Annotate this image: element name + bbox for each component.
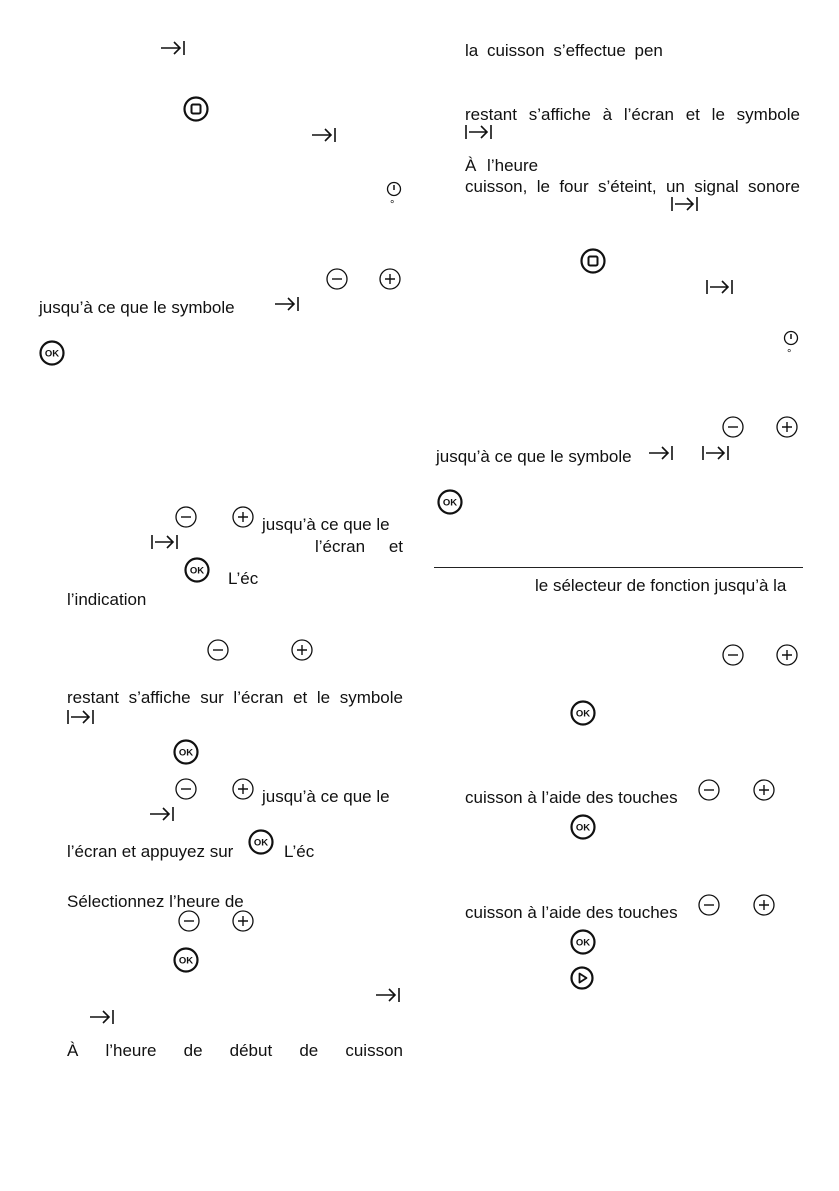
ok-button-icon <box>248 829 274 855</box>
end-time-bar-arrow-icon <box>671 196 699 212</box>
minus-button-icon <box>326 268 348 290</box>
end-time-arrow-icon <box>149 806 175 822</box>
right-line-5: jusqu’à ce que le symbole <box>436 447 632 466</box>
play-button-icon <box>570 966 594 990</box>
left-line-6: restant s’affiche sur l’écran et le symbole <box>67 688 403 707</box>
plus-button-icon <box>776 416 798 438</box>
right-line-2: restant s’affiche à l’écran et le symbole <box>465 105 800 124</box>
end-time-bar-arrow-icon <box>151 534 179 550</box>
plus-button-icon <box>232 506 254 528</box>
ok-button-icon <box>570 814 596 840</box>
left-line-2: jusqu’à ce que le <box>262 515 390 534</box>
end-time-arrow-icon <box>89 1009 115 1025</box>
end-time-arrow-icon <box>160 40 186 56</box>
svg-text:OK: OK <box>575 937 591 949</box>
minus-button-icon <box>178 910 200 932</box>
right-line-4: cuisson, le four s’éteint, un signal sonore <box>465 177 800 196</box>
ok-button-icon <box>437 489 463 515</box>
power-icon <box>386 181 402 197</box>
left-line-4: L’éc <box>228 569 259 588</box>
end-time-arrow-icon <box>311 127 337 143</box>
svg-text:OK: OK <box>253 837 269 849</box>
stop-button-icon <box>580 248 606 274</box>
left-line-1: jusqu’à ce que le symbole <box>39 298 235 317</box>
left-line-9: L’éc <box>284 842 315 861</box>
left-line-10: Sélectionnez l’heure de <box>67 892 244 911</box>
minus-button-icon <box>175 506 197 528</box>
plus-button-icon <box>291 639 313 661</box>
minus-button-icon <box>698 894 720 916</box>
ok-button-icon <box>173 739 199 765</box>
power-icon <box>783 330 799 346</box>
ok-button-icon <box>570 929 596 955</box>
left-line-3: l’écran et <box>315 537 403 556</box>
end-time-arrow-icon <box>648 445 674 461</box>
right-line-3: À l’heure <box>465 156 539 175</box>
minus-button-icon <box>175 778 197 800</box>
right-line-6: le sélecteur de fonction jusqu’à la <box>535 576 787 595</box>
left-line-8: l’écran et appuyez sur <box>67 842 234 861</box>
left-line-11: À l’heure de début de cuisson <box>67 1041 403 1060</box>
svg-text:OK: OK <box>44 348 60 360</box>
ok-button-icon <box>173 947 199 973</box>
minus-button-icon <box>722 644 744 666</box>
plus-button-icon <box>776 644 798 666</box>
minus-button-icon <box>207 639 229 661</box>
minus-button-icon <box>722 416 744 438</box>
svg-text:OK: OK <box>575 822 591 834</box>
right-line-7: cuisson à l’aide des touches <box>465 788 678 807</box>
end-time-arrow-icon <box>375 987 401 1003</box>
minus-button-icon <box>698 779 720 801</box>
plus-button-icon <box>232 778 254 800</box>
right-line-8: cuisson à l’aide des touches <box>465 903 678 922</box>
end-time-bar-arrow-icon <box>706 279 734 295</box>
svg-text:OK: OK <box>575 708 591 720</box>
plus-button-icon <box>232 910 254 932</box>
degree-symbol: ° <box>787 348 792 360</box>
left-line-5: l’indication <box>67 590 147 609</box>
ok-button-icon <box>184 557 210 583</box>
ok-button-icon <box>39 340 65 366</box>
svg-text:OK: OK <box>189 565 205 577</box>
svg-text:OK: OK <box>178 955 194 967</box>
right-line-1: la cuisson s’effectue pen <box>465 41 663 60</box>
left-line-7: jusqu’à ce que le <box>262 787 390 806</box>
plus-button-icon <box>753 779 775 801</box>
section-divider <box>434 567 803 568</box>
end-time-bar-arrow-icon <box>702 445 730 461</box>
plus-button-icon <box>379 268 401 290</box>
plus-button-icon <box>753 894 775 916</box>
svg-text:OK: OK <box>442 497 458 509</box>
end-time-bar-arrow-icon <box>67 709 95 725</box>
end-time-bar-arrow-icon <box>465 124 493 140</box>
degree-symbol: ° <box>390 199 395 211</box>
end-time-arrow-icon <box>274 296 300 312</box>
ok-button-icon <box>570 700 596 726</box>
stop-button-icon <box>183 96 209 122</box>
svg-text:OK: OK <box>178 747 194 759</box>
